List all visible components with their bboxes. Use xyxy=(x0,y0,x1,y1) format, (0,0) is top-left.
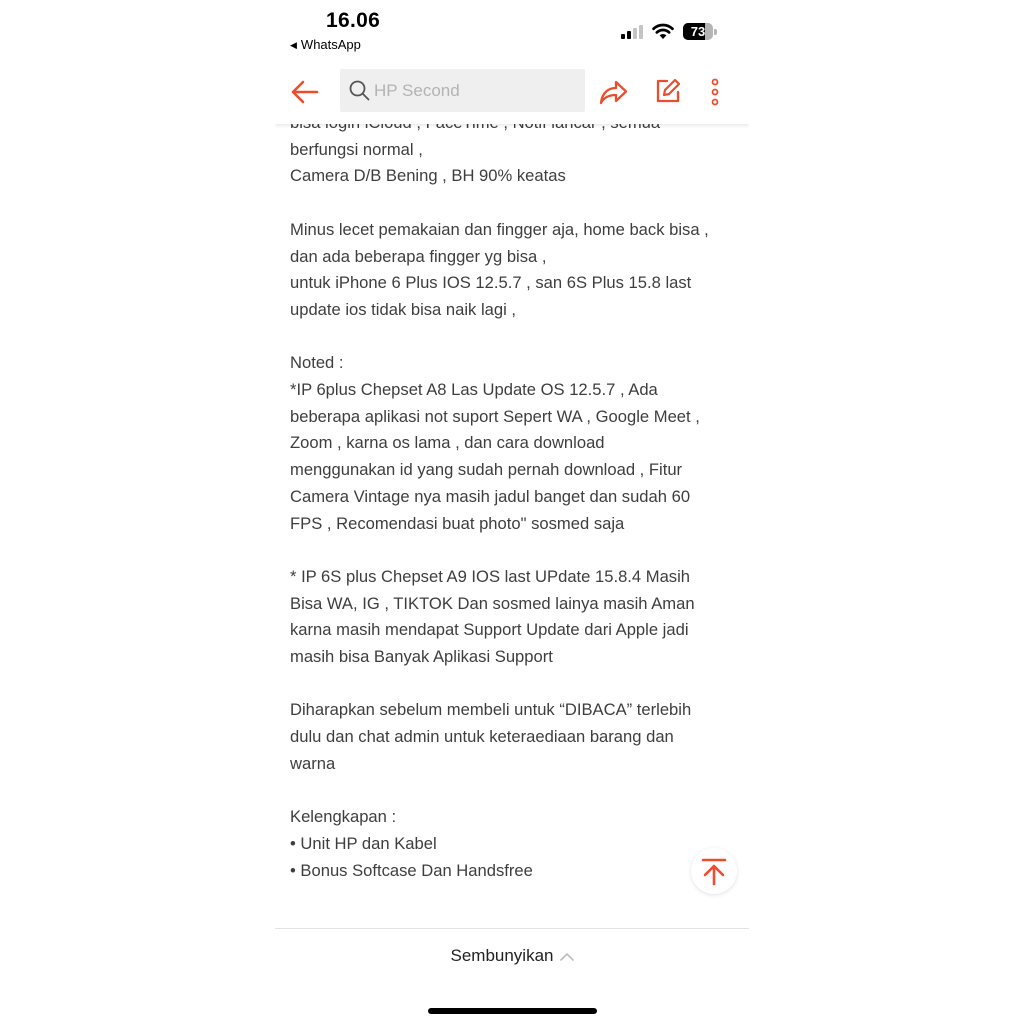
wifi-icon xyxy=(652,22,674,40)
product-description xyxy=(290,110,742,884)
description-line: * IP 6S plus Chepset A9 IOS last UPdate 15.8.4 Masih xyxy=(290,566,691,586)
back-app-label: WhatsApp xyxy=(300,37,361,52)
back-to-app-link[interactable] xyxy=(290,37,361,52)
chevron-up-icon xyxy=(560,952,574,961)
description-line: karna masih mendapat Support Update dari Apple jadi xyxy=(290,620,689,640)
blank-line xyxy=(290,324,742,351)
description-line: Camera Vintage nya masih jadul banget dan sudah 60 xyxy=(290,486,691,506)
share-icon[interactable] xyxy=(597,76,629,108)
description-line: update ios tidak bisa naik lagi , xyxy=(290,299,517,319)
hide-description-button[interactable] xyxy=(275,946,749,966)
description-line: warna xyxy=(290,753,336,773)
description-line: Zoom , karna os lama , dan cara download xyxy=(290,433,605,453)
battery-indicator xyxy=(683,23,717,40)
blank-line xyxy=(290,537,742,564)
description-line: Minus lecet pemakaian dan fingger aja, home back bisa , xyxy=(290,219,709,239)
description-line: Diharapkan sebelum membeli untuk “DIBACA” terlebih xyxy=(290,700,692,720)
description-line: Camera D/B Bening , BH 90% keatas xyxy=(290,166,566,186)
battery-body xyxy=(683,23,713,40)
battery-percent: 73 xyxy=(690,24,706,39)
more-options-icon[interactable] xyxy=(709,78,721,106)
description-line: beberapa aplikasi not suport Sepert WA , Google Meet , xyxy=(290,406,700,426)
description-line: • Unit HP dan Kabel xyxy=(290,833,437,853)
back-triangle-icon: ◀ xyxy=(290,40,297,50)
search-placeholder: HP Second xyxy=(374,81,460,100)
description-line: Bisa WA, IG , TIKTOK Dan sosmed lainya masih Aman xyxy=(290,593,695,613)
description-line: FPS , Recomendasi buat photo" sosmed saja xyxy=(290,513,625,533)
description-line: masih bisa Banyak Aplikasi Support xyxy=(290,647,553,667)
status-time: 16.06 xyxy=(326,9,381,32)
blank-line xyxy=(290,671,742,698)
description-line: • Bonus Softcase Dan Handsfree xyxy=(290,860,533,880)
divider xyxy=(275,928,749,929)
home-indicator xyxy=(428,1008,597,1014)
top-bar xyxy=(275,62,749,124)
blank-line xyxy=(290,190,742,217)
battery-nub xyxy=(714,29,717,35)
phone-screen xyxy=(275,0,749,1024)
cellular-signal-icon xyxy=(621,25,647,39)
search-icon xyxy=(349,80,370,101)
description-line: Noted : xyxy=(290,353,344,373)
description-line: dulu dan chat admin untuk keteraediaan barang dan xyxy=(290,727,674,747)
description-line: dan ada beberapa fingger yg bisa , xyxy=(290,246,547,266)
search-input[interactable] xyxy=(340,69,585,112)
blank-line xyxy=(290,778,742,805)
description-line: berfungsi normal , xyxy=(290,139,423,159)
back-arrow-icon[interactable] xyxy=(289,76,321,108)
description-line: menggunakan id yang sudah pernah download , Fitur xyxy=(290,460,683,480)
description-line: untuk iPhone 6 Plus IOS 12.5.7 , san 6S Plus 15.8 last xyxy=(290,273,692,293)
edit-icon[interactable] xyxy=(655,78,681,104)
description-line: Kelengkapan : xyxy=(290,807,397,827)
description-line: *IP 6plus Chepset A8 Las Update OS 12.5.7 , Ada xyxy=(290,380,658,399)
hide-label: Sembunyikan xyxy=(450,946,554,965)
